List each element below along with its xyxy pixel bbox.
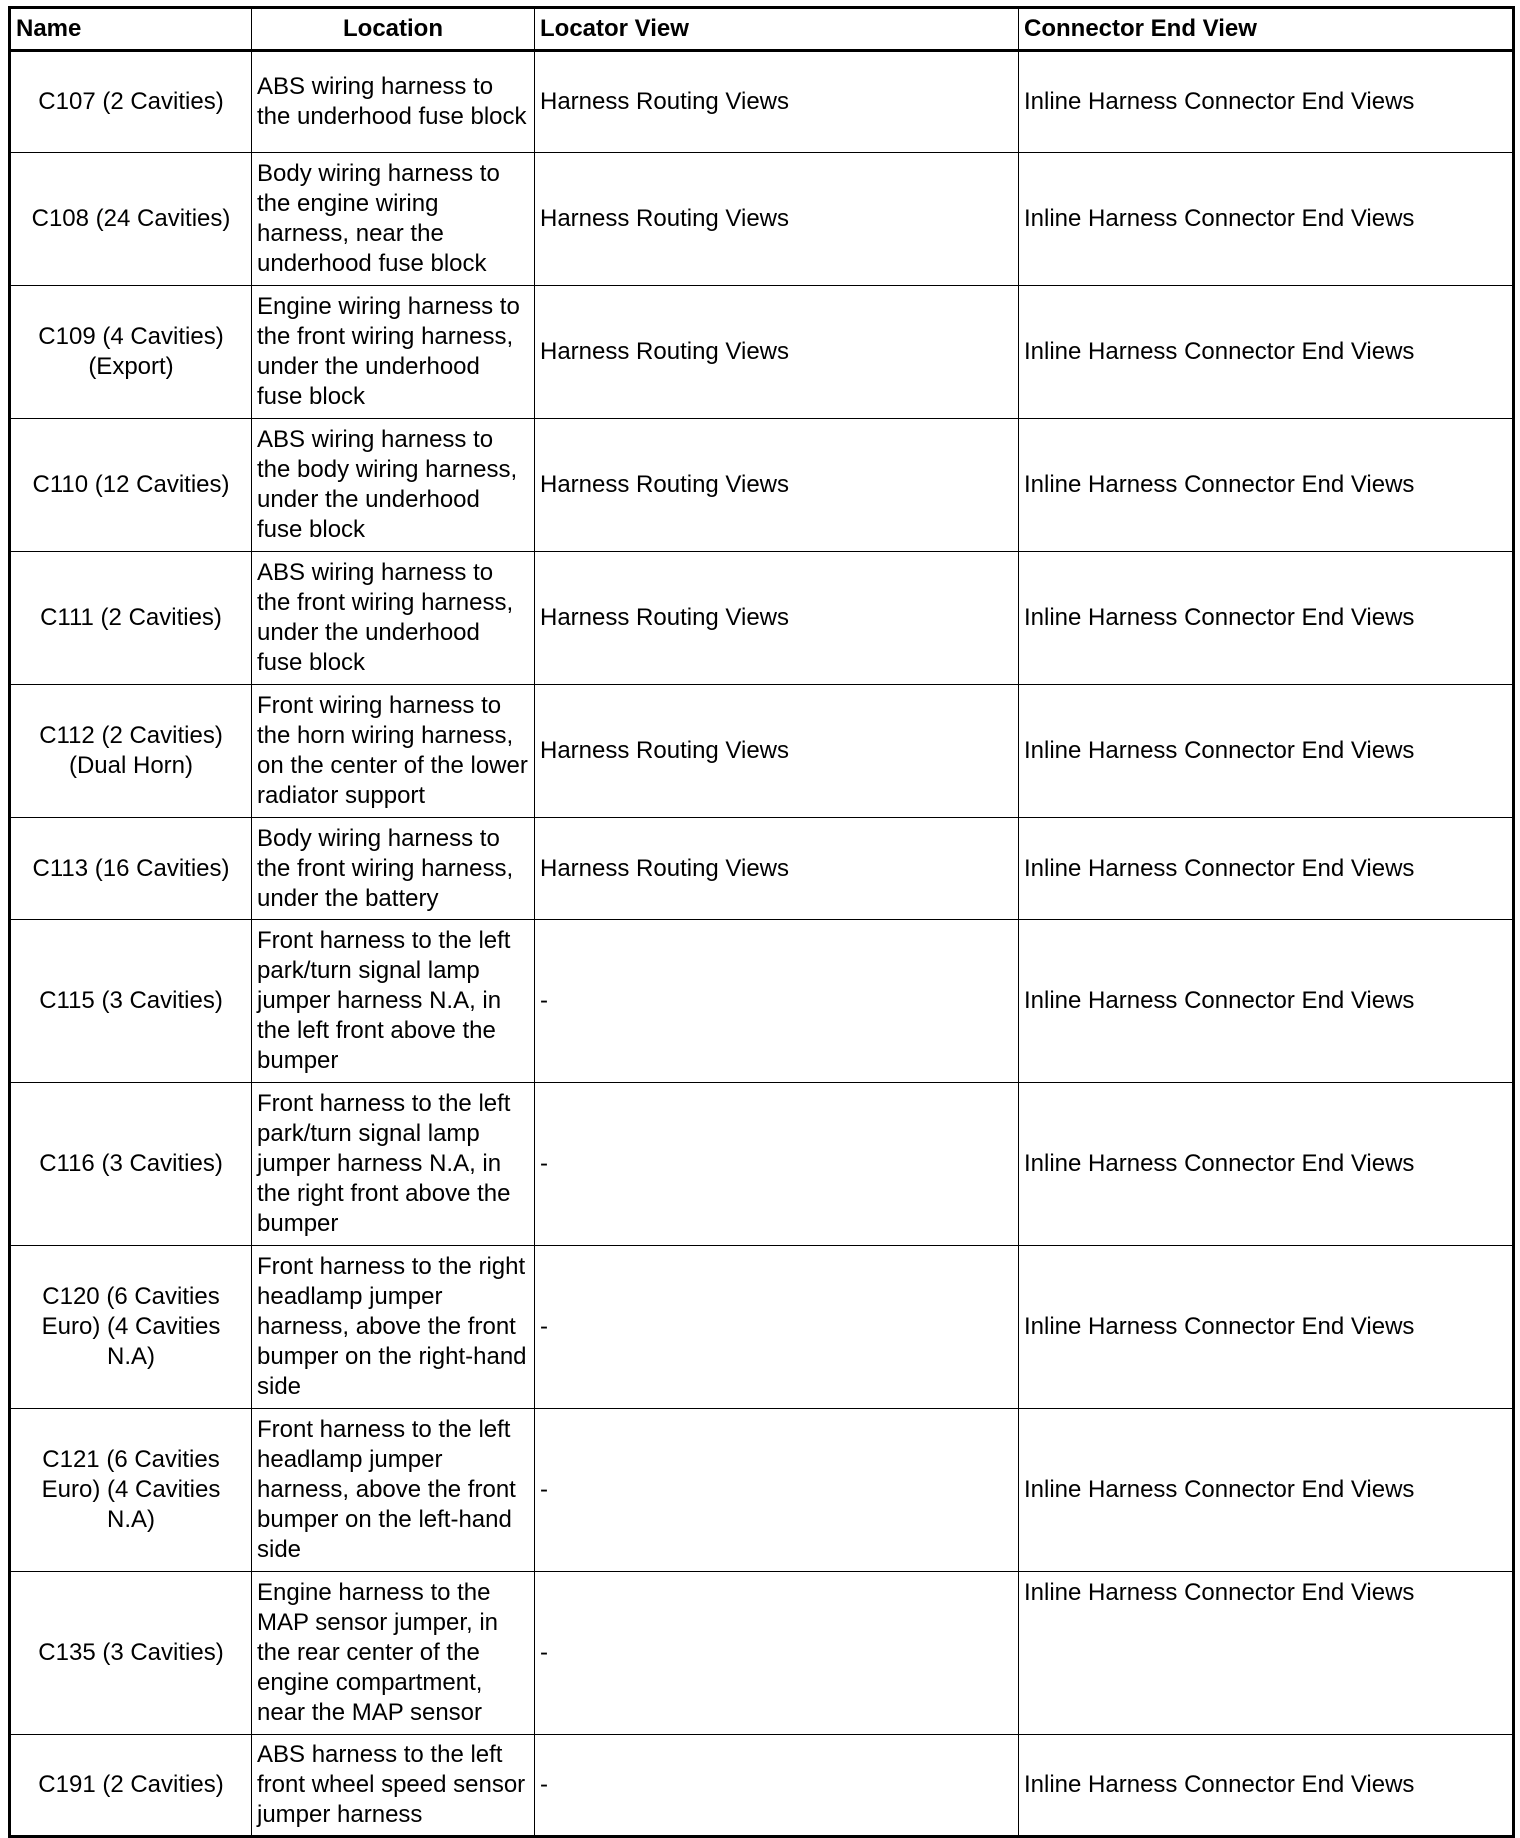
connector-table bbox=[8, 6, 1515, 1838]
table-row bbox=[10, 1572, 1514, 1735]
row-name: C116 (3 Cavities) bbox=[10, 1083, 252, 1246]
table-row bbox=[10, 920, 1514, 1083]
row-connector-end-view-link[interactable]: Inline Harness Connector End Views bbox=[1019, 920, 1514, 1083]
row-name: C191 (2 Cavities) bbox=[10, 1735, 252, 1837]
table-row bbox=[10, 286, 1514, 419]
header-name: Name bbox=[10, 8, 252, 51]
row-name: C112 (2 Cavities) (Dual Horn) bbox=[10, 685, 252, 818]
row-location: ABS harness to the left front wheel speed sensor jumper harness bbox=[252, 1735, 535, 1837]
table-header-row bbox=[10, 8, 1514, 51]
row-connector-end-view-link[interactable]: Inline Harness Connector End Views bbox=[1019, 419, 1514, 552]
row-location: Front harness to the left headlamp jumper harness, above the front bumper on the left-hand side bbox=[252, 1409, 535, 1572]
header-location: Location bbox=[252, 8, 535, 51]
table-row bbox=[10, 153, 1514, 286]
row-locator-view: - bbox=[535, 1409, 1019, 1572]
row-locator-view-link[interactable]: Harness Routing Views bbox=[535, 286, 1019, 419]
row-location: ABS wiring harness to the front wiring harness, under the underhood fuse block bbox=[252, 552, 535, 685]
row-locator-view-link[interactable]: Harness Routing Views bbox=[535, 552, 1019, 685]
row-location: Body wiring harness to the front wiring harness, under the battery bbox=[252, 818, 535, 920]
row-locator-view: - bbox=[535, 1246, 1019, 1409]
row-name: C107 (2 Cavities) bbox=[10, 51, 252, 153]
row-locator-view-link[interactable]: Harness Routing Views bbox=[535, 818, 1019, 920]
row-name: C110 (12 Cavities) bbox=[10, 419, 252, 552]
table-row bbox=[10, 1409, 1514, 1572]
row-connector-end-view-link[interactable]: Inline Harness Connector End Views bbox=[1019, 1083, 1514, 1246]
row-locator-view: - bbox=[535, 920, 1019, 1083]
row-name: C113 (16 Cavities) bbox=[10, 818, 252, 920]
row-name: C120 (6 Cavities Euro) (4 Cavities N.A) bbox=[10, 1246, 252, 1409]
row-locator-view-link[interactable]: Harness Routing Views bbox=[535, 153, 1019, 286]
row-location: ABS wiring harness to the underhood fuse block bbox=[252, 51, 535, 153]
row-location: Front wiring harness to the horn wiring harness, on the center of the lower radiator support bbox=[252, 685, 535, 818]
table-row bbox=[10, 1083, 1514, 1246]
row-connector-end-view-link[interactable]: Inline Harness Connector End Views bbox=[1019, 153, 1514, 286]
row-connector-end-view-link[interactable]: Inline Harness Connector End Views bbox=[1019, 1735, 1514, 1837]
row-name: C111 (2 Cavities) bbox=[10, 552, 252, 685]
row-locator-view: - bbox=[535, 1572, 1019, 1735]
row-name: C109 (4 Cavities) (Export) bbox=[10, 286, 252, 419]
row-location: ABS wiring harness to the body wiring harness, under the underhood fuse block bbox=[252, 419, 535, 552]
row-name: C115 (3 Cavities) bbox=[10, 920, 252, 1083]
row-connector-end-view-link[interactable]: Inline Harness Connector End Views bbox=[1019, 552, 1514, 685]
row-name: C121 (6 Cavities Euro) (4 Cavities N.A) bbox=[10, 1409, 252, 1572]
row-location: Engine harness to the MAP sensor jumper, in the rear center of the engine compartment, near the MAP sensor bbox=[252, 1572, 535, 1735]
row-connector-end-view-link[interactable]: Inline Harness Connector End Views bbox=[1019, 286, 1514, 419]
table-row bbox=[10, 51, 1514, 153]
row-location: Body wiring harness to the engine wiring harness, near the underhood fuse block bbox=[252, 153, 535, 286]
row-locator-view-link[interactable]: Harness Routing Views bbox=[535, 419, 1019, 552]
table-row bbox=[10, 1246, 1514, 1409]
table-row bbox=[10, 685, 1514, 818]
row-name: C135 (3 Cavities) bbox=[10, 1572, 252, 1735]
row-locator-view-link[interactable]: Harness Routing Views bbox=[535, 51, 1019, 153]
row-locator-view-link[interactable]: Harness Routing Views bbox=[535, 685, 1019, 818]
row-location: Front harness to the right headlamp jumper harness, above the front bumper on the right-hand side bbox=[252, 1246, 535, 1409]
row-connector-end-view-link[interactable]: Inline Harness Connector End Views bbox=[1019, 1572, 1514, 1735]
header-connector-end-view: Connector End View bbox=[1019, 8, 1514, 51]
row-location: Engine wiring harness to the front wiring harness, under the underhood fuse block bbox=[252, 286, 535, 419]
row-connector-end-view-link[interactable]: Inline Harness Connector End Views bbox=[1019, 1409, 1514, 1572]
row-connector-end-view-link[interactable]: Inline Harness Connector End Views bbox=[1019, 51, 1514, 153]
table-row bbox=[10, 1735, 1514, 1837]
row-name: C108 (24 Cavities) bbox=[10, 153, 252, 286]
row-connector-end-view-link[interactable]: Inline Harness Connector End Views bbox=[1019, 818, 1514, 920]
row-locator-view: - bbox=[535, 1735, 1019, 1837]
row-location: Front harness to the left park/turn signal lamp jumper harness N.A, in the right front above the bumper bbox=[252, 1083, 535, 1246]
table-row bbox=[10, 818, 1514, 920]
table-row bbox=[10, 419, 1514, 552]
row-location: Front harness to the left park/turn signal lamp jumper harness N.A, in the left front above the bumper bbox=[252, 920, 535, 1083]
row-locator-view: - bbox=[535, 1083, 1019, 1246]
row-connector-end-view-link[interactable]: Inline Harness Connector End Views bbox=[1019, 685, 1514, 818]
table-row bbox=[10, 552, 1514, 685]
connector-table-container bbox=[8, 6, 1512, 1838]
header-locator-view: Locator View bbox=[535, 8, 1019, 51]
row-connector-end-view-link[interactable]: Inline Harness Connector End Views bbox=[1019, 1246, 1514, 1409]
